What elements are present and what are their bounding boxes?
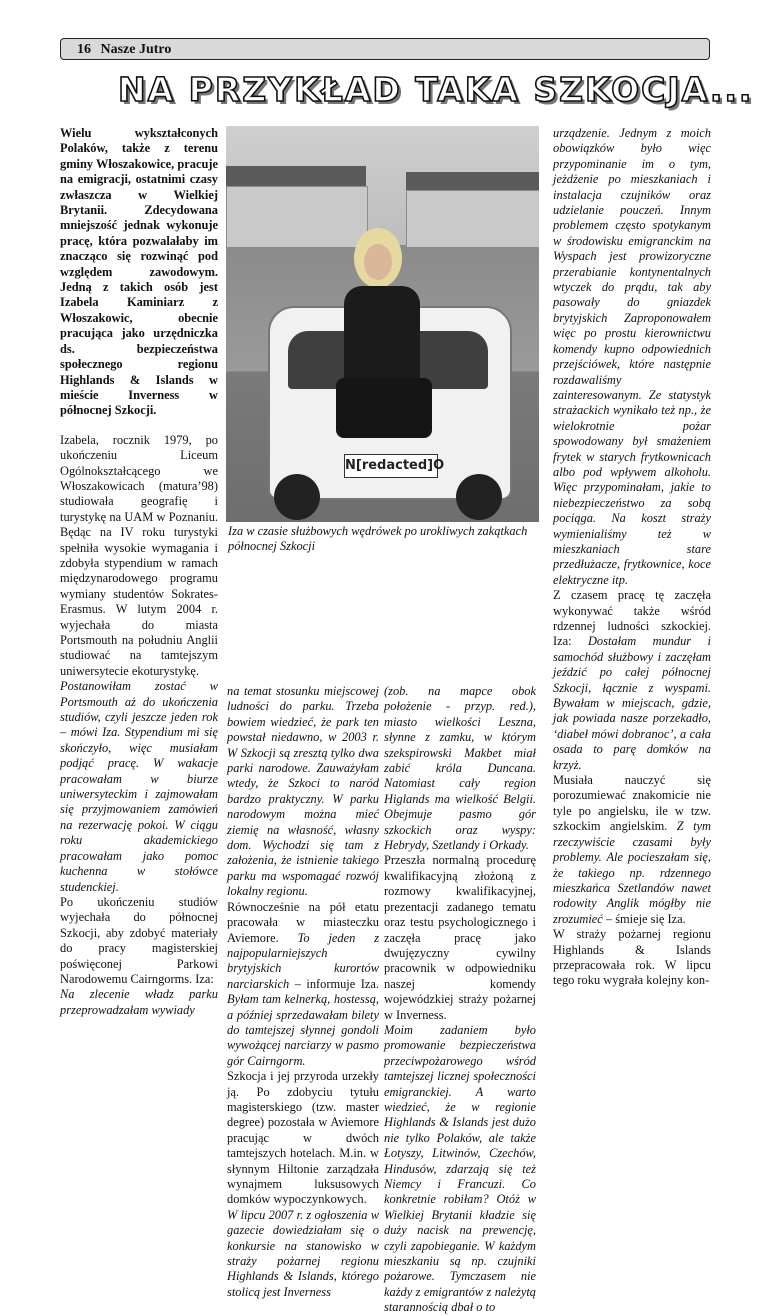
column-4 xyxy=(553,126,711,989)
text: Równocześnie na pół etatu pracowała w miasteczku Aviemore. xyxy=(227,899,379,945)
paragraph xyxy=(553,773,711,927)
quote: Byłam tam kelnerką, hostessą, a później sprzedawałam bilety do tamtejszej słynnej gondoli wywożącej narciarzy w pasmo gór Cairngorm. xyxy=(227,992,379,1068)
publication-name: Nasze Jutro xyxy=(100,42,172,57)
quote: To jeden z najpopularniejszych brytyjskich kurortów narciarskich xyxy=(227,930,379,991)
quote: Z tym rzeczywiście czasami były problemy. Ale pocieszałam się, że takiego np. rdzennego mieszkańca Szetlandów nawet rodowity Anglik mógłby nie zrozumieć xyxy=(553,819,711,926)
quote-paragraph: urządzenie. Jednym z moich obowiązków było więc przypominanie im o tym, jeżdżenie po mieszkaniach i instalacja czujników oraz udzielanie pouczeń. Innym problemem często spotykanym w środowisku emigranckim na Wyspach jest prowizoryczne przerabianie kontynentalnych wtyczek do prądu, tak aby pasowały do gniazdek brytyjskich Zaproponowałem więc po prostu kierownictwu komendy kupno odpowiednich przejściówek, które następnie rozdawaliśmy zainteresowanym. Ze statystyk strażackich wynikało też np., że wielokrotnie pożar spowodowany był smażeniem frytek w starych frytkownicach albo pod wpływem alkoholu. Więc przypominałam, jakie to niebezpieczeństwo za sobą pociąga. Na koszt straży wymienialiśmy też w mieszkaniach stare przedłużacze, frytkownice, koce elektryczne itp. xyxy=(553,126,711,587)
column-1 xyxy=(60,126,218,1018)
quote-paragraph: Moim zadaniem było promowanie bezpieczeństwa przeciwpożarowego wśród tamtejszej licznej społeczności emigranckiej. A warto wiedzieć, że w regionie Highlands & Islands jest dużo nie tylko Polaków, ale także Łotyszy, Litwinów, Czechów, Hindusów, zdarzają się też Niemcy i Francuzi. Co konkretnie robiłam? Otóż w Wielkiej Brytanii kładzie się duży nacisk na prewencję, czyli zapobieganie. W każdym mieszkaniu są np. czujniki pożarowe. Tymczasem nie każdy z emigrantów z należytą starannością dbał o to xyxy=(384,1022,536,1315)
paragraph: Szkocja i jej przyroda urzekły ją. Po zdobyciu tytułu magisterskiego (tzw. master degree) pozostała w Aviemore pracując w dwóch tamtejszych hotelach. M.in. w słynnym Hiltonie zarządzała wynajmem luksusowych domków wypoczynkowych. xyxy=(227,1069,379,1207)
column-3 xyxy=(384,684,536,1316)
text: Z czasem pracę tę zaczęła wykonywać także wśród rdzennej ludności szkockiej. Iza: xyxy=(553,588,711,649)
quote-paragraph: Postanowiłam zostać w Portsmouth aż do ukończenia studiów, czyli jeszcze jeden rok – mówi Iza. Stypendium mi się skończyło, więc musiałam podjąć pracę. W wakacje pracowałam w biurze uniwersyteckim i zajmowałam się przyjmowaniem zamówień na rezerwację pokoi. W ciągu roku akademickiego pracowałam jako pomoc kuchenna w stołówce studenckiej. xyxy=(60,679,218,894)
paragraph xyxy=(553,588,711,773)
text: Musiała nauczyć się porozumiewać znakomicie nie tyle po angielsku, ile w tzw. szkockim angielskim. xyxy=(553,773,711,834)
quote-paragraph: na temat stosunku miejscowej ludności do parku. Trzeba bowiem wiedzieć, że park ten powstał niedawno, w 2003 r. W Szkocji są zresztą tylko dwa parki narodowe. Zauważyłam wtedy, że Szkoci to naród bardzo praktyczny. W parku narodowym można mieć ziemię na własność, własny dom. Wychodzi się tam z założenia, że istnienie takiego parku ma wspomagać rozwój lokalny regionu. xyxy=(227,684,379,899)
license-plate: N[redacted]O xyxy=(344,454,438,478)
paragraph: W straży pożarnej regionu Highlands & Islands przepracowała rok. W lipcu tego roku wygrała kolejny kon- xyxy=(553,927,711,988)
paragraph: Przeszła normalną procedurę kwalifikacyjną złożoną z rozmowy kwalifikacyjnej, prezentacji zadanego tematu oraz testu psychologicznego i zaczęła pracę jako dwujęzyczny cywilny pracownik w odpowiedniku naszej komendy wojewódzkiej straży pożarnej w Inverness. xyxy=(384,853,536,1022)
quote: Dostałam mundur i samochód służbowy i zaczęłam jeździć po całej północnej Szkocji, łącznie z wyspami. Bywałam w miejscach, gdzie, jak powiada nasze porzekadło, ‘diabeł mówi dobranoc’, a cała osada to parę domków na krzyż. xyxy=(553,634,711,772)
quote-paragraph: W lipcu 2007 r. z ogłoszenia w gazecie dowiedziałam się o konkursie na stanowisko w straży pożarnej regionu Highlands & Islands, którego stolicą jest Inverness xyxy=(227,1207,379,1299)
text: – informuje Iza. xyxy=(294,976,379,991)
paragraph: Po ukończeniu studiów wyjechała do północnej Szkocji, aby zdobyć materiały do pracy magisterskiej poświęconej Parkowi Narodowemu Cairngorms. Iza: xyxy=(60,894,218,986)
article-title: NA PRZYKŁAD TAKA SZKOCJA... xyxy=(118,70,754,109)
quote-paragraph: (zob. na mapce obok położenie - przyp. red.), miasto wielkości Leszna, słynne z zamku, w którym szekspirowski Makbet miał zabić króla Duncana. Natomiast cały region Higlands ma wielkość Belgii. Obejmuje pasmo gór szkockich oraz wyspy: Hebrydy, Szetlandy i Orkady. xyxy=(384,684,536,853)
photo-caption: Iza w czasie służbowych wędrówek po urokliwych zakątkach północnej Szkocji xyxy=(228,524,528,553)
page-number: 16 xyxy=(77,42,91,57)
quote-paragraph: Na zlecenie władz parku przeprowadzałam wywiady xyxy=(60,987,218,1017)
paragraph: Izabela, rocznik 1979, po ukończeniu Liceum Ogólnokształcącego we Włoszakowicach (matura’98) studiowała geografię i turystykę na UAM w Poznaniu. Będąc na IV roku turystyki spełniła wysokie wymagania i zdobyła stypendium w ramach międzynarodowego programu wymiany studentów Sokrates-Erasmus. W lutym 2004 r. wyjechała do miasta Portsmouth na południu Anglii studiować na tamtejszym uniwersytecie ekoturystykę. xyxy=(60,432,218,678)
text: – śmieje się Iza. xyxy=(605,911,686,926)
page-header xyxy=(60,38,710,60)
article-photo xyxy=(226,126,539,522)
column-2 xyxy=(227,684,379,1300)
lead-paragraph: Wielu wykształconych Polaków, także z terenu gminy Włoszakowice, pracuje na emigracji, ostatnimi czasy zwłaszcza w Wielkiej Brytanii. Zdecydowana mniejszość jednak wykonuje pracę, która pozwalałaby im znacząco się rozwinąć pod względem zawodowym. Jedną z takich osób jest Izabela Kaminiarz z Włoszakowic, obecnie pracująca jako urzędniczka ds. bezpieczeństwa społecznego regionu Highlands & Islands w mieście Inverness w północnej Szkocji. xyxy=(60,126,218,418)
paragraph xyxy=(227,900,379,1069)
